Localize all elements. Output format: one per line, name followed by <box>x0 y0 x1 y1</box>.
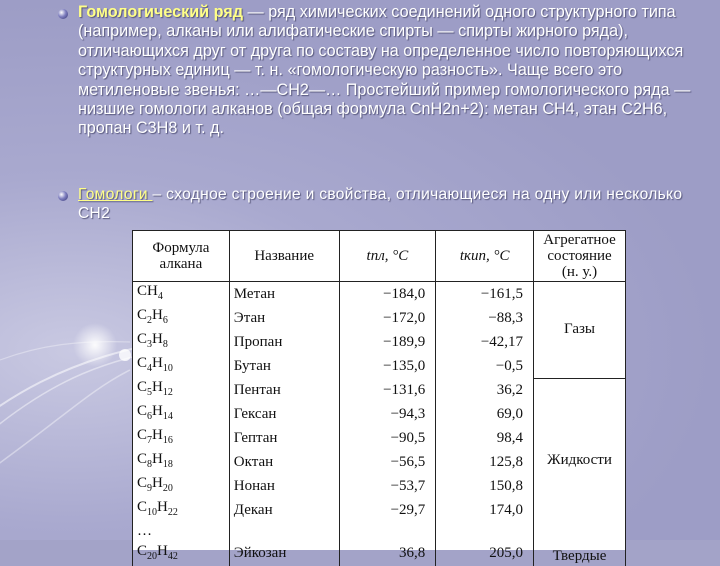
cell-name: Гептан <box>229 426 339 450</box>
cell-melt: −29,7 <box>339 498 436 522</box>
alkanes-table <box>132 230 626 564</box>
term-homologs: Гомологи <box>78 186 153 203</box>
cell-boil: 150,8 <box>436 474 534 498</box>
bullet-1-icon <box>58 9 68 19</box>
cell-melt: −53,7 <box>339 474 436 498</box>
table-row <box>133 542 626 566</box>
cell-name: Нонан <box>229 474 339 498</box>
cell-boil: −161,5 <box>436 282 534 307</box>
paragraph-1-text: — ряд химических соединений одного структурного типа (например, алканы или алифатические спирты — спирты жирного ряда), отличающихся друг от друга по составу на определенное число повторяющихся структурных единиц — т. н. «гомологическую разность». Чаще всего это метиленовые звенья: …—CH2—… Простейший пример гомологического ряда — низшие гомологи алканов (общая формула CnH2n+2): метан CH4, этан C2H6, пропан C3H8 и т. д. <box>78 3 691 138</box>
cell-name: Пропан <box>229 330 339 354</box>
cell-name: Этан <box>229 306 339 330</box>
cell-name: Октан <box>229 450 339 474</box>
cell-name: Пентан <box>229 378 339 402</box>
cell-boil: 98,4 <box>436 426 534 450</box>
cell-formula: $C_7H_{16}$ <box>133 426 230 450</box>
cell-boil: 36,2 <box>436 378 534 402</box>
cell-melt: −184,0 <box>339 282 436 307</box>
cell-name: Эйкозан <box>229 542 339 566</box>
cell-melt: −56,5 <box>339 450 436 474</box>
cell-name: Декан <box>229 498 339 522</box>
cell-formula: … <box>133 522 230 542</box>
cell-name <box>229 522 339 542</box>
cell-melt: 36,8 <box>339 542 436 566</box>
paragraph-homologs <box>78 185 703 224</box>
cell-name: Метан <box>229 282 339 307</box>
cell-melt: −172,0 <box>339 306 436 330</box>
cell-melt <box>339 522 436 542</box>
cell-formula: $C_5H_{12}$ <box>133 378 230 402</box>
cell-name: Гексан <box>229 402 339 426</box>
cell-melt: −131,6 <box>339 378 436 402</box>
cell-boil: −88,3 <box>436 306 534 330</box>
table-row <box>133 282 626 307</box>
cell-formula: $C_6H_{14}$ <box>133 402 230 426</box>
cell-boil: −0,5 <box>436 354 534 378</box>
bullet-2-icon <box>58 191 68 201</box>
cell-boil: −42,17 <box>436 330 534 354</box>
cell-melt: −90,5 <box>339 426 436 450</box>
cell-name: Бутан <box>229 354 339 378</box>
header-name: Название <box>229 231 339 282</box>
cell-boil: 205,0 <box>436 542 534 566</box>
paragraph-homologous-series <box>78 3 703 139</box>
cell-formula: $C_3H_8$ <box>133 330 230 354</box>
paragraph-2-text: – сходное строение и свойства, отличающиеся на одну или несколько CH2 <box>78 186 683 223</box>
cell-melt: −189,9 <box>339 330 436 354</box>
table-header-row <box>133 231 626 282</box>
cell-melt: −94,3 <box>339 402 436 426</box>
cell-formula: $C_9H_{20}$ <box>133 474 230 498</box>
cell-formula: $C_8H_{18}$ <box>133 450 230 474</box>
cell-state-gas: Газы <box>534 282 626 379</box>
cell-formula: $CH_4$ <box>133 282 230 307</box>
header-melt: tпл, °C <box>339 231 436 282</box>
cell-formula: $C_{10}H_{22}$ <box>133 498 230 522</box>
cell-state-liquid: Жидкости <box>534 378 626 542</box>
cell-boil: 69,0 <box>436 402 534 426</box>
header-formula: Формула алкана <box>133 231 230 282</box>
cell-formula: $C_2H_6$ <box>133 306 230 330</box>
cell-melt: −135,0 <box>339 354 436 378</box>
table-row <box>133 378 626 402</box>
cell-boil <box>436 522 534 542</box>
cell-boil: 125,8 <box>436 450 534 474</box>
header-state: Агрегатное состояние (н. у.) <box>534 231 626 282</box>
cell-state-solid: Твердые <box>534 542 626 566</box>
cell-boil: 174,0 <box>436 498 534 522</box>
cell-formula: $C_{20}H_{42}$ <box>133 542 230 566</box>
term-homologous-series: Гомологический ряд <box>78 3 244 21</box>
cell-formula: $C_4H_{10}$ <box>133 354 230 378</box>
header-boil: tкип, °C <box>436 231 534 282</box>
